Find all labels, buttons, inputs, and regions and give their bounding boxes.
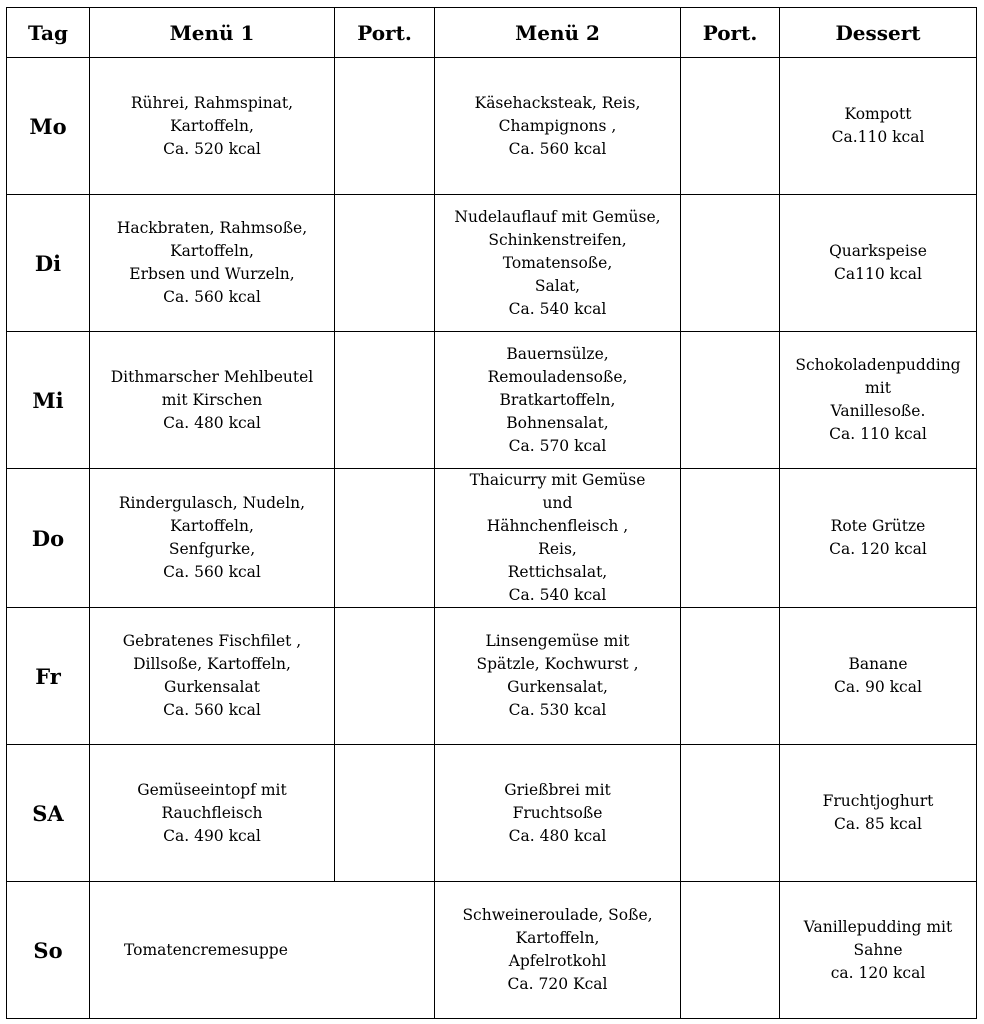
menu-1-cell [90,745,335,882]
cell-line: Nudelauflauf mit Gemüse, [454,207,661,226]
cell-line: Kartoffeln, [170,242,254,260]
table-row [7,58,977,195]
cell-line: Ca. 540 kcal [508,586,607,604]
cell-line: Rettichsalat, [507,563,608,581]
menu-1-cell [90,332,335,469]
cell-line: Gemüseeintopf mit [137,780,287,799]
cell-line: Ca110 kcal [834,265,922,283]
menu-1-cell: Tomatencremesuppe [90,882,435,1019]
day-cell: So [7,882,90,1019]
cell-line: Banane [848,655,908,673]
cell-line: mit [865,379,891,397]
cell-line: Kartoffeln, [515,929,600,947]
menu-2-cell [435,608,681,745]
cell-line: Schokoladenpudding [795,356,961,374]
portion-2-cell [681,469,780,608]
menu-2-cell [435,58,681,195]
portion-1-cell [335,608,435,745]
cell-line: ca. 120 kcal [830,963,926,982]
header-menu-1: Menü 1 [90,8,335,58]
cell-line: Thaicurry mit Gemüse [469,471,646,489]
table-row [7,195,977,332]
cell-line: Kartoffeln, [170,517,254,535]
cell-line: Rindergulasch, Nudeln, [118,494,306,512]
header-row [7,8,977,58]
cell-line: Hähnchenfleisch , [486,517,629,535]
portion-2-cell [681,58,780,195]
dessert-cell [780,332,977,469]
cell-line: Salat, [534,276,581,295]
table-row [7,469,977,608]
menu-1-cell [90,608,335,745]
portion-1-cell [335,745,435,882]
cell-line: Ca. 560 kcal [163,288,261,306]
cell-line: Ca. 540 kcal [508,299,607,318]
day-cell: Fr [7,608,90,745]
cell-line: Bauernsülze, [506,344,609,363]
cell-line: Schinkenstreifen, [488,230,627,249]
portion-2-cell [681,195,780,332]
cell-line: Vanillepudding mit [803,917,953,936]
cell-line: Vanillesoße. [830,402,926,420]
cell-line: Ca. 85 kcal [834,815,922,833]
cell-line: Fruchtsoße [512,803,603,822]
portion-2-cell [681,745,780,882]
cell-line: Kompott [844,105,912,123]
portion-1-cell [335,195,435,332]
cell-line: Ca. 560 kcal [163,563,261,581]
cell-line: Ca. 110 kcal [829,425,927,443]
dessert-cell [780,469,977,608]
dessert-cell [780,882,977,1019]
cell-line: Sahne [853,940,903,959]
cell-line: Ca. 530 kcal [508,701,607,719]
header-menu-2: Menü 2 [435,8,681,58]
cell-line: Ca. 560 kcal [508,139,607,158]
cell-line: Bratkartoffeln, [499,390,616,409]
cell-line: Bohnensalat, [506,413,609,432]
weekly-menu-table [6,7,977,1019]
cell-line: Gurkensalat, [507,678,608,696]
menu-2-cell [435,745,681,882]
dessert-cell [780,745,977,882]
menu-2-cell [435,332,681,469]
cell-line: Linsengemüse mit [485,632,630,650]
cell-line: mit Kirschen [161,390,263,409]
header-portion-1: Port. [335,8,435,58]
cell-line: Tomatensoße, [502,253,613,272]
cell-line: Schweineroulade, Soße, [462,906,653,924]
cell-line: Grießbrei mit [504,780,611,799]
header-day: Tag [7,8,90,58]
cell-line: Käsehacksteak, Reis, [474,93,641,112]
portion-1-cell [335,332,435,469]
portion-2-cell [681,332,780,469]
cell-line: und [542,494,573,512]
cell-line: Dillsoße, Kartoffeln, [133,655,291,673]
cell-line: Gurkensalat [164,678,260,696]
header-dessert: Dessert [780,8,977,58]
cell-line: Fruchtjoghurt [822,792,934,810]
cell-line: Ca. 570 kcal [508,436,607,455]
cell-line: Ca. 90 kcal [834,678,922,696]
cell-line: Kartoffeln, [170,116,254,135]
menu-2-cell [435,882,681,1019]
day-cell: Mi [7,332,90,469]
dessert-cell [780,195,977,332]
table-row-sunday [7,882,977,1019]
cell-line: Ca. 490 kcal [163,826,261,845]
cell-line: Erbsen und Wurzeln, [129,265,295,283]
table-row [7,745,977,882]
cell-line: Reis, [538,540,577,558]
cell-line: Apfelrotkohl [508,952,607,970]
cell-line: Senfgurke, [168,540,256,558]
cell-line: Remouladensoße, [487,367,628,386]
cell-line: Spätzle, Kochwurst , [476,655,639,673]
cell-line: Champignons , [498,116,617,135]
menu-2-cell [435,195,681,332]
cell-line: Ca. 480 kcal [508,826,607,845]
portion-1-cell [335,58,435,195]
cell-line: Ca. 560 kcal [163,701,261,719]
cell-line: Rührei, Rahmspinat, [130,93,294,112]
menu-2-cell [435,469,681,608]
day-cell: Do [7,469,90,608]
table-row [7,608,977,745]
cell-line: Gebratenes Fischfilet , [122,632,302,650]
cell-line: Dithmarscher Mehlbeutel [110,367,314,386]
menu-body [7,58,977,1019]
cell-line: Rauchfleisch [161,803,263,822]
day-cell: SA [7,745,90,882]
cell-line: Rote Grütze [830,517,926,535]
menu-1-cell [90,195,335,332]
menu-1-cell [90,469,335,608]
menu-1-cell [90,58,335,195]
cell-line: Ca. 480 kcal [163,413,261,432]
cell-line: Ca. 720 Kcal [507,975,608,993]
header-portion-2: Port. [681,8,780,58]
portion-1-cell [335,469,435,608]
cell-line: Ca. 520 kcal [163,139,261,158]
cell-line: Ca.110 kcal [831,128,925,146]
dessert-cell [780,58,977,195]
dessert-cell [780,608,977,745]
day-cell: Di [7,195,90,332]
cell-line: Hackbraten, Rahmsoße, [116,219,308,237]
day-cell: Mo [7,58,90,195]
table-row [7,332,977,469]
cell-line: Quarkspeise [829,242,927,260]
cell-line: Ca. 120 kcal [829,540,927,558]
portion-2-cell [681,882,780,1019]
portion-2-cell [681,608,780,745]
